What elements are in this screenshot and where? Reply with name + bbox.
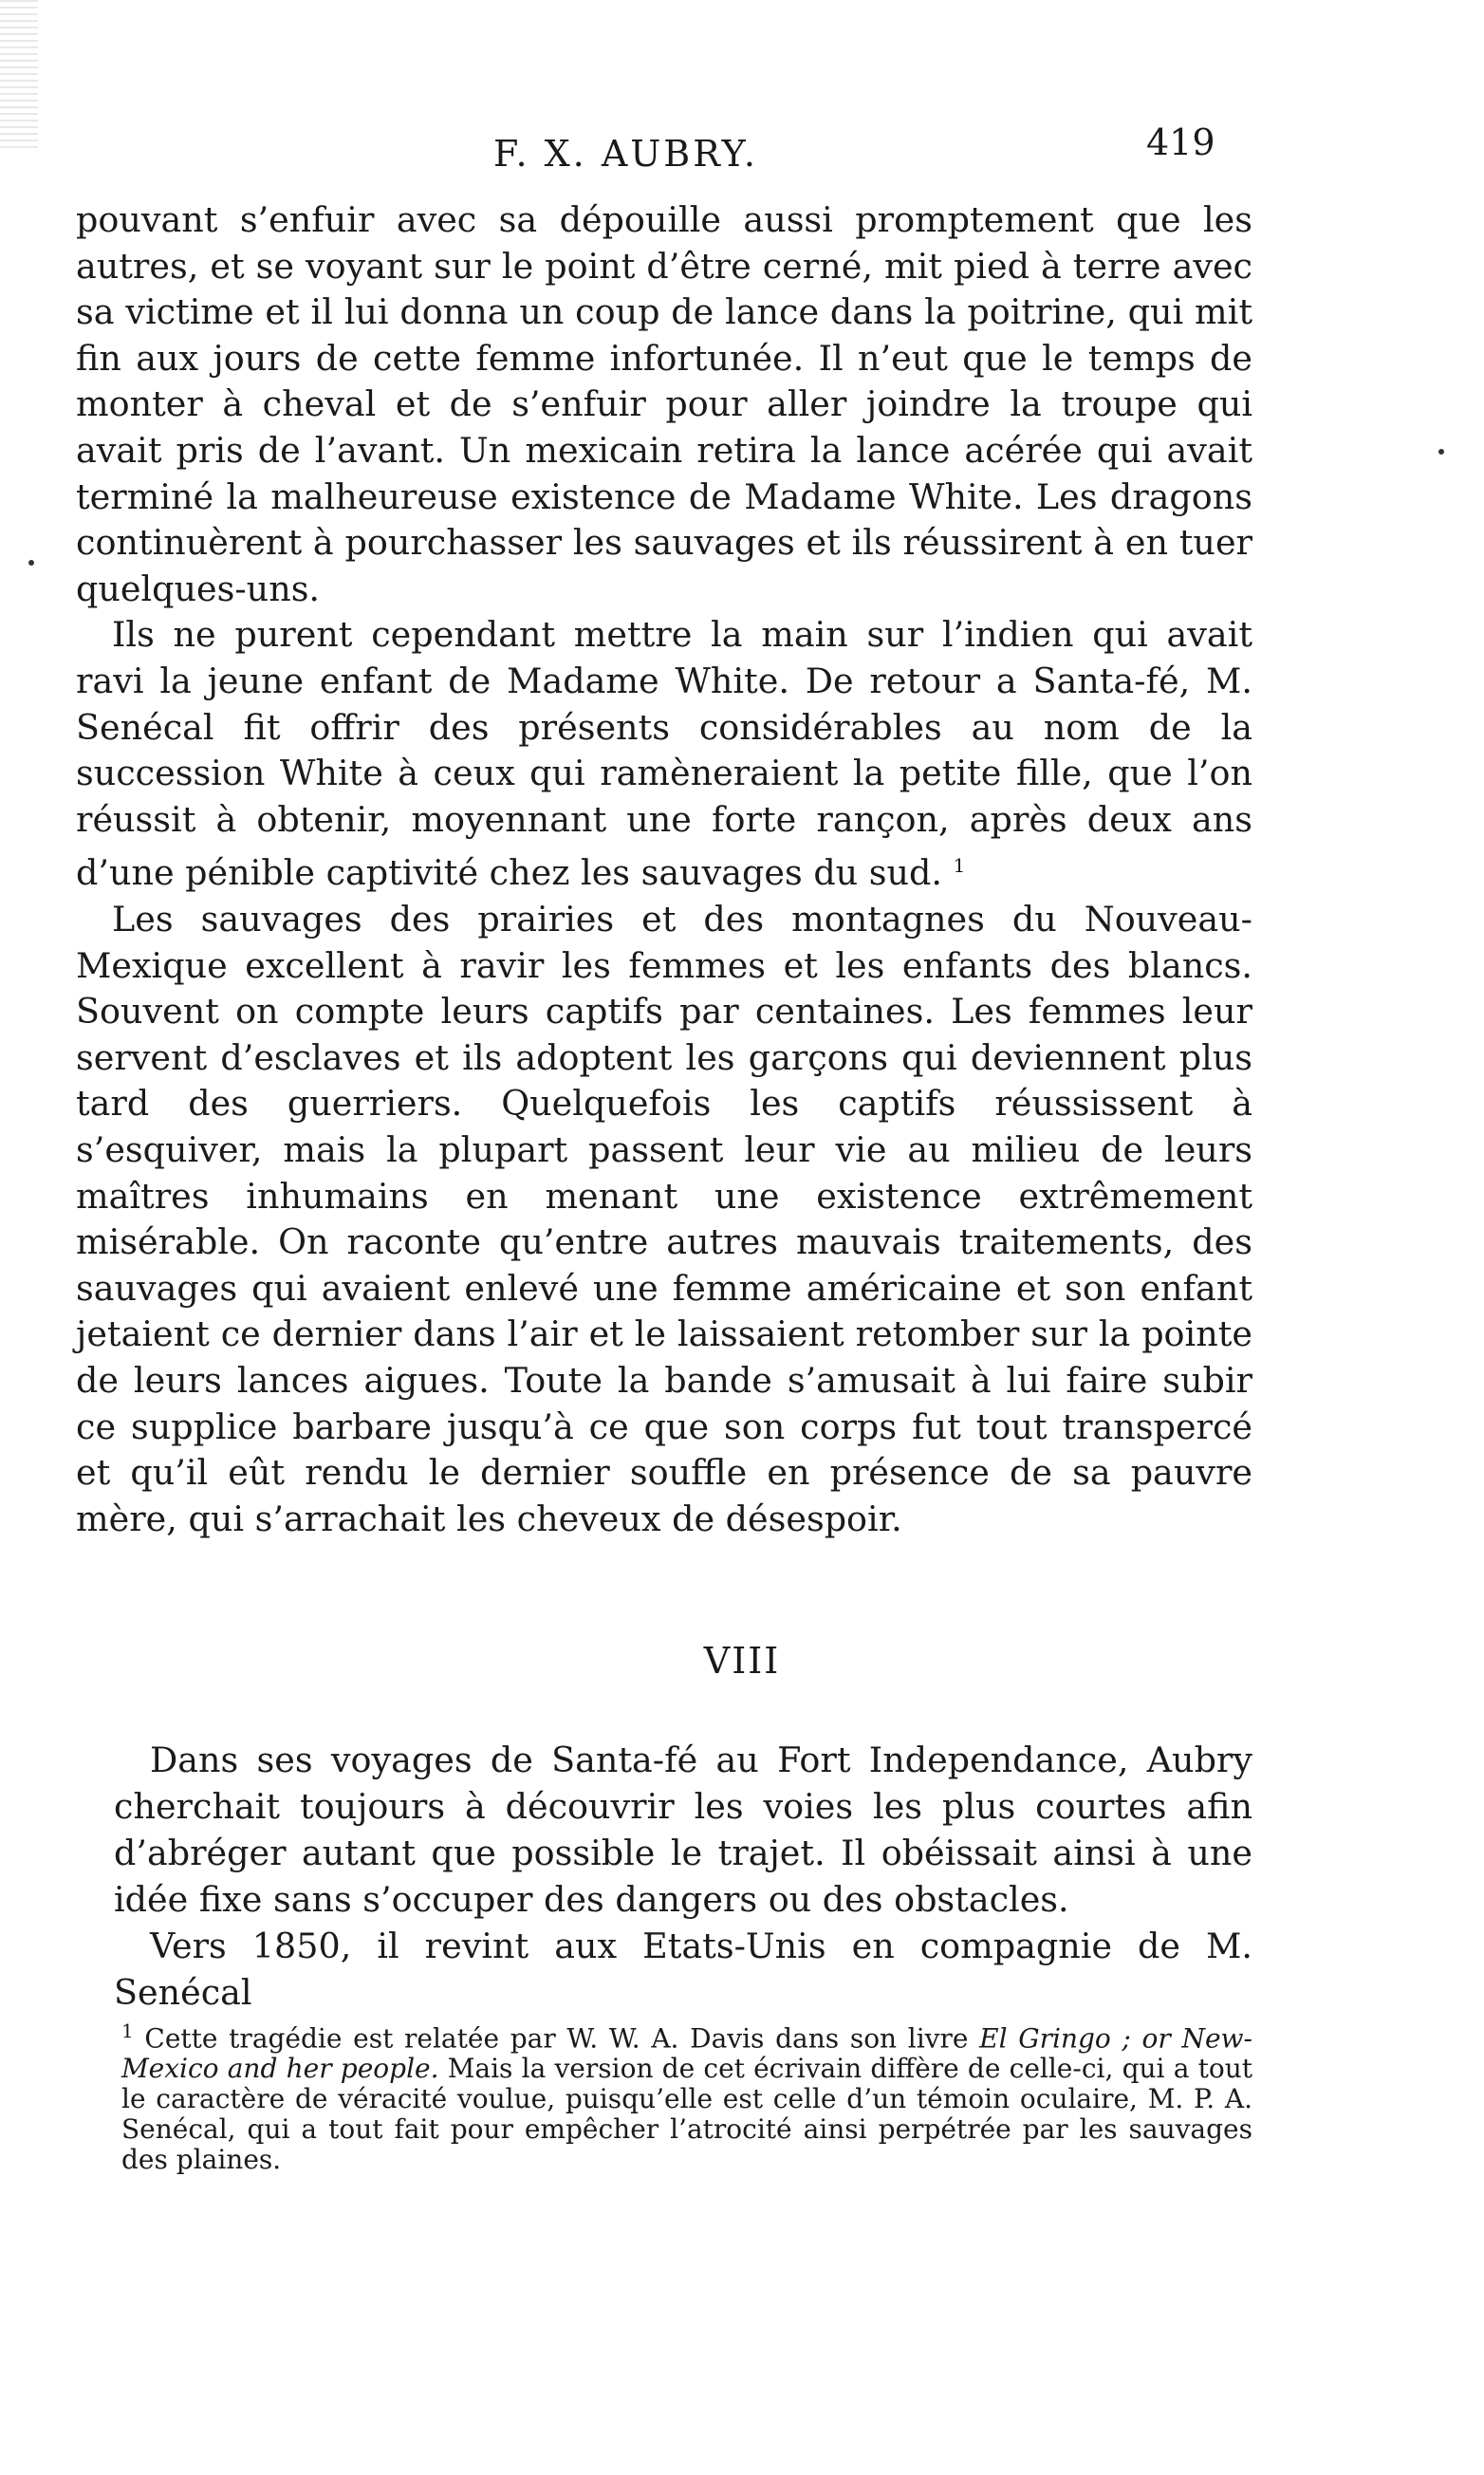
paragraph-1: pouvant s’enfuir avec sa dépouille aussi promptement que les autres, et se voyant sur le point d’être cerné, mit pied à terre avec sa victime et il lui donna un coup de lance dans la poitrine, qui mit fin aux jours de cette femme infortunée. Il n’eut que le temps de monter à cheval et de s’enfuir pour aller joindre la troupe qui avait pris de l’avant. Un mexicain retira la lance acérée qui avait terminé la malheureuse existence de Madame White. Les dragons continuèrent à pourchasser les sauvages et ils réussirent à en tuer quelques-uns. [76,199,1252,609]
scan-speck [28,560,34,566]
footnotes [121,2016,1252,2175]
running-head: F. X. AUBRY. [493,133,758,175]
section-paragraph-1: Dans ses voyages de Santa-fé au Fort Independance, Aubry cherchait toujours à découvrir les voies les plus courtes afin d’abréger autant que possible le trajet. Il obéissait ainsi à une idée fixe sans s’occuper des dangers ou des obstacles. [114,1740,1252,1920]
section-paragraph-2: Vers 1850, il revint aux Etats-Unis en compagnie de M. Senécal [114,1926,1252,2013]
section-text [114,1737,1252,2016]
scan-noise [0,0,38,152]
footnote-marker: 1 [121,2019,134,2042]
paragraph-2-text: Ils ne purent cependant mettre la main sur l’indien qui avait ravi la jeune enfant de Madame White. De retour a Santa-fé, M. Senécal fit offrir des présents considérables au nom de la succession White à ceux qui ramèneraient la petite fille, que l’on réussit à obtenir, moyennant une forte rançon, après deux ans d’une pénible captivité chez les sauvages du sud. [76,614,1252,894]
footnote-text-after: Mais la version de cet écrivain diffère de celle-ci, qui a tout le caractère de véracité voulue, puisqu’elle est celle d’un témoin oculaire, M. P. A. Senécal, qui a tout fait pour empêcher l’atrocité ainsi perpétrée par les sauvages des plaines. [121,2053,1253,2176]
section-heading: VIII [703,1640,781,1682]
paragraph-2 [76,612,1252,897]
footnote-reference: 1 [953,854,966,878]
paragraph-3: Les sauvages des prairies et des montagnes du Nouveau-Mexique excellent à ravir les femmes et les enfants des blancs. Souvent on compte leurs captifs par centaines. Les femmes leur servent d’esclaves et ils adoptent les garçons qui deviennent plus tard des guerriers. Quelquefois les captifs réussissent à s’esquiver, mais la plupart passent leur vie au milieu de leurs maîtres inhumains en menant une existence extrêmement misérable. On raconte qu’entre autres mauvais traitements, des sauvages qui avaient enlevé une femme américaine et son enfant jetaient ce dernier dans l’air et le laissaient retomber sur la pointe de leurs lances aigues. Toute la bande s’amusait à lui faire subir ce supplice barbare jusqu’à ce que son corps fut tout transpercé et qu’il eût rendu le dernier souffle en présence de sa pauvre mère, qui s’arrachait les cheveux de désespoir. [76,899,1252,1539]
main-text [76,197,1252,1542]
page-number: 419 [1146,121,1215,163]
scan-speck [1438,449,1444,455]
footnote-1 [121,2016,1252,2175]
footnote-text-before: Cette tragédie est relatée par W. W. A. Davis dans son livre [144,2022,969,2055]
footnote-book-title: El Gringo ; or New-Mexico and her people. [121,2022,1252,2085]
